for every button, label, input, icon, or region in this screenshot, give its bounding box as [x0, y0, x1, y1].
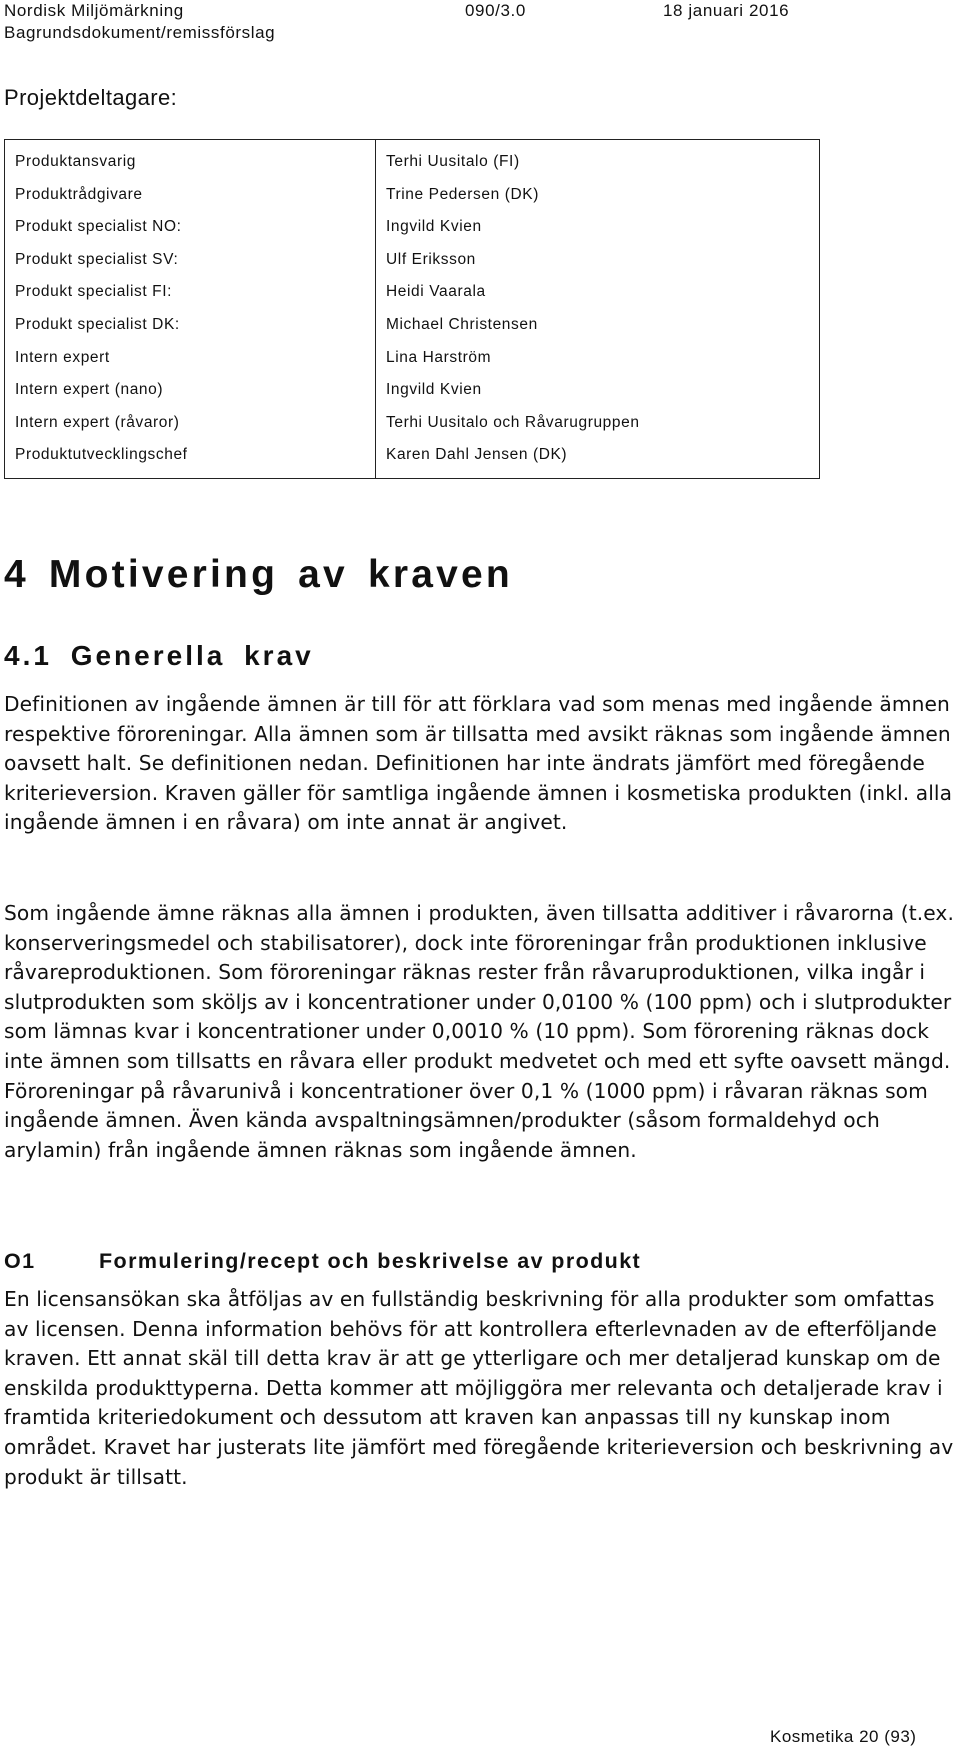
- participant-name: Heidi Vaarala: [386, 283, 486, 301]
- role-label: Intern expert (nano): [15, 381, 164, 399]
- participants-table: [4, 139, 820, 479]
- participant-name: Lina Harström: [386, 348, 492, 366]
- requirement-title: Formulering/recept och beskrivelse av produkt: [99, 1249, 642, 1273]
- header-organization: Nordisk Miljömärkning: [4, 1, 184, 20]
- header-date: 18 januari 2016: [663, 1, 790, 20]
- role-label: Produkt specialist DK:: [15, 315, 180, 333]
- role-label: Produkt specialist SV:: [15, 250, 179, 268]
- header-document-type: Bagrundsdokument/remissförslag: [4, 23, 276, 42]
- participant-name: Michael Christensen: [386, 315, 538, 333]
- role-label: Produkt specialist NO:: [15, 218, 182, 236]
- role-label: Produktrådgivare: [15, 185, 143, 203]
- requirement-heading: [4, 1249, 641, 1274]
- page-footer: Kosmetika 20 (93): [770, 1727, 917, 1746]
- section-title: 4 Motivering av kraven: [4, 553, 513, 596]
- general-requirements-paragraph-1: Definitionen av ingående ämnen är till för att förklara vad som menas med ingående ämnen respektive föroreningar. Alla ämnen som är tillsatta med avsikt räknas som ingående ämnen oavsett halt. Se definitionen nedan. Definitionen har inte ändrats jämfört med föregående kriterieversion. Kraven gäller för samtliga ingående ämnen i kosmetiska produkten (inkl. alla ingående ämnen i en råvara) om inte annat är angivet.: [4, 692, 953, 835]
- roles-column: [5, 140, 376, 479]
- participant-name: Trine Pedersen (DK): [386, 185, 539, 203]
- role-label: Produktansvarig: [15, 153, 137, 170]
- participant-name: Ulf Eriksson: [386, 250, 476, 268]
- participant-name: Karen Dahl Jensen (DK): [386, 446, 568, 464]
- participant-name: Ingvild Kvien: [386, 218, 482, 236]
- header-version: 090/3.0: [465, 1, 526, 20]
- requirement-number: O1: [4, 1249, 36, 1273]
- names-column: [376, 140, 820, 479]
- general-requirements-paragraph-2: Som ingående ämne räknas alla ämnen i produkten, även tillsatta additiver i råvarorna (t.ex. konserveringsmedel och stabilisatorer), dock inte föroreningar från produktionen inklusive råvareproduktionen. Som föroreningar räknas rester från råvaruproduktionen, vilka ingår i slutprodukten som sköljs av i koncentrationer under 0,0100 % (100 ppm) och i slutprodukter som lämnas kvar i koncentrationer under 0,0010 % (10 ppm). Som förorening räknas dock inte ämnen som tillsatts en råvara eller produkt medvetet och med ett syfte oavsett mängd. Föroreningar på råvarunivå i koncentrationer över 0,1 % (1000 ppm) i råvaran räknas som ingående ämnen. Även kända avspaltningsämnen/produkter (såsom formaldehyd och arylamin) från ingående ämnen räknas som ingående ämnen.: [4, 901, 954, 1162]
- page-header: [4, 0, 954, 44]
- subsection-title: 4.1 Generella krav: [4, 640, 314, 671]
- role-label: Produkt specialist FI:: [15, 283, 173, 301]
- participants-title: Projektdeltagare:: [4, 85, 178, 110]
- role-label: Produktutvecklingschef: [15, 446, 188, 464]
- participant-name: Terhi Uusitalo (FI): [386, 153, 520, 170]
- role-label: Intern expert: [15, 348, 110, 366]
- role-label: Intern expert (råvaror): [15, 413, 180, 431]
- requirement-text: En licensansökan ska åtföljas av en fullständig beskrivning för alla produkter som omfattas av licensen. Denna information behövs för att kontrollera efterlevnaden av de efterföljande kraven. Ett annat skäl till detta krav är att ge ytterligare och mer detaljerad kunskap om de enskilda produkttyperna. Detta kommer att möjliggöra mer relevanta och detaljerade krav i framtida kriteriedokument och dessutom att kraven kan anpassas till ny kunskap inom området. Kravet har justerats lite jämfört med föregående kriterieversion och beskrivning av produkt är tillsatt.: [4, 1287, 954, 1489]
- participant-name: Terhi Uusitalo och Råvarugruppen: [386, 413, 640, 431]
- participant-name: Ingvild Kvien: [386, 381, 482, 399]
